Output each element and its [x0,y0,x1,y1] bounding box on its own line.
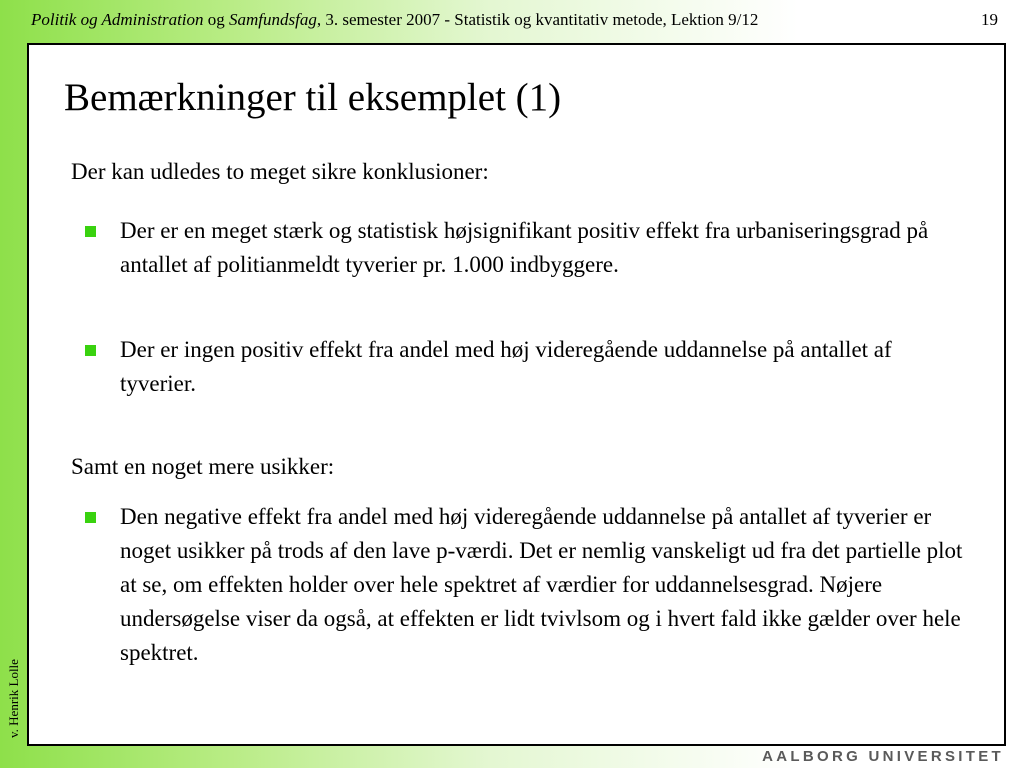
square-bullet-icon [85,512,96,523]
bullet-text: Der er en meget stærk og statistisk højsignifikant positiv effekt fra urbaniseringsgrad på antallet af politianmeldt tyverier pr. 1.000 indbyggere. [120,218,929,277]
course-name-part-2: Samfundsfag [229,10,317,29]
course-name-connector: og [203,10,230,29]
course-details: , 3. semester 2007 - Statistik og kvantitativ metode, Lektion 9/12 [316,10,759,29]
section-intro-uncertain: Samt en noget mere usikker: [71,454,335,479]
slide-content-frame [27,43,1006,746]
slide-header [0,0,1024,44]
section-intro-certain: Der kan udledes to meget sikre konklusioner: [71,159,489,184]
slide-title: Bemærkninger til eksemplet (1) [64,76,562,119]
bullet-item [85,500,965,670]
bullet-text: Den negative effekt fra andel med høj videregående uddannelse på antallet af tyverier er noget usikker på trods af den lave p-værdi. Det er nemlig vanskeligt ud fra det partielle plot at se, om effekten holder over hele spektret af værdier for uddannelsesgrad. Nøjere undersøgelse viser da også, at effekten er lidt tvivlsom og i hvert fald ikke gælder over hele spektret. [120,504,963,665]
author-credit: v. Henrik Lolle [6,659,21,738]
university-logo: AALBORG UNIVERSITET [762,748,1004,765]
bullet-text: Der er ingen positiv effekt fra andel med høj videregående uddannelse på antallet af tyverier. [120,337,892,396]
course-header [31,10,758,30]
square-bullet-icon [85,226,96,237]
course-name-part-1: Politik og Administration [31,10,204,29]
square-bullet-icon [85,345,96,356]
bullet-item [85,333,965,401]
bullet-item [85,214,965,282]
page-number: 19 [981,10,998,29]
